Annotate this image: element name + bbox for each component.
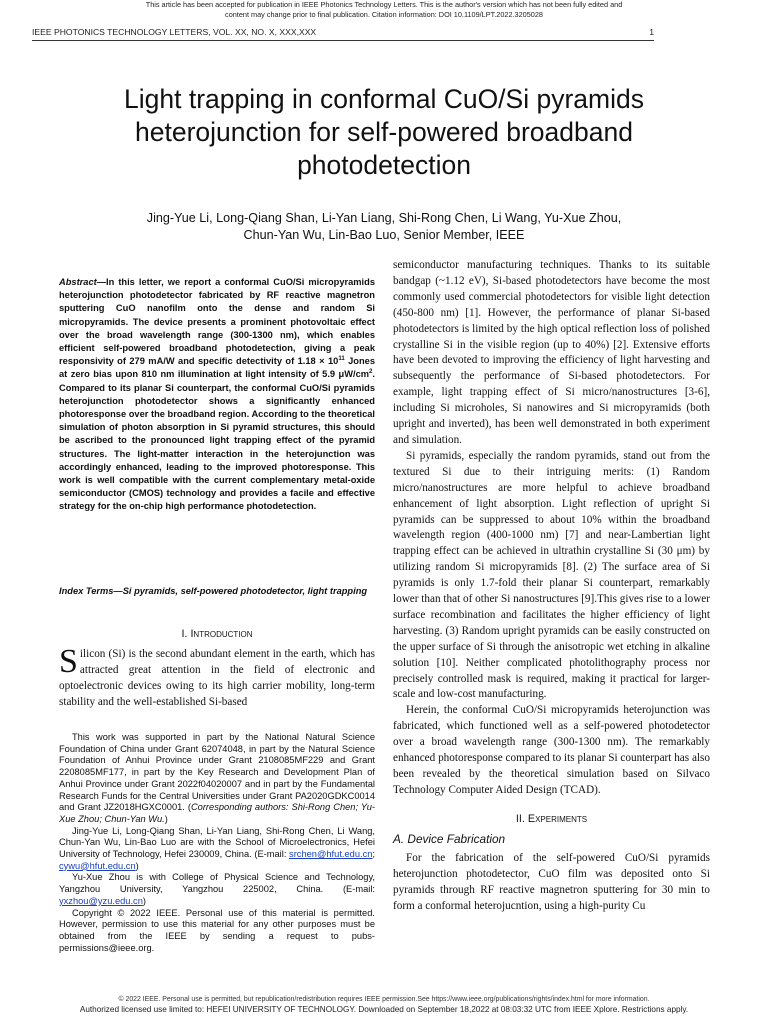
title-line-1: Light trapping in conformal CuO/Si pyramids — [124, 84, 644, 114]
right-column — [393, 258, 710, 914]
subsection-device-fabrication: A. Device Fabrication — [393, 831, 506, 846]
email-link-srchen[interactable]: srchen@hfut.edu.cn — [289, 849, 373, 860]
page-number: 1 — [649, 27, 654, 37]
footnote — [59, 732, 375, 954]
section-1-numeral: I. — [181, 628, 188, 640]
corresponding-authors: Corresponding authors: Shi-Rong Chen; Yu-Xue Zhou; Chun-Yan Wu. — [59, 802, 375, 824]
publication-notice — [0, 0, 768, 20]
abstract-text-a: —In this letter, we report a conformal CuO/Si micropyramids heterojunction photodetector fabricated by RF reactive magnetron sputtering CuO nanofilm onto the dense and random Si micropyramids. The device presents a prominent photovoltaic effect over the broad wavelength range (300-1300 nm), which enables efficient self-powered broadband photodetection, giving a peak responsivity of 279 mA/W and specific detectivity of 1.18 × 10 — [59, 277, 375, 367]
title-line-2: heterojunction for self-powered broadband — [135, 117, 633, 147]
abstract-text-c: . Compared to its planar Si counterpart, the conformal CuO/Si pyramids heterojunction photodetector shows a significantly enhanced photoresponse over the broadband region. According to the theoretical simulation of photon absorption in Si pyramid structures, this should be ascribed to the pronounced light trapping effect of the pyramid structures. The light-matter interaction in the heterojunction was accordingly enhanced, leading to the improved photoresponse. This work is well compatible with the current complementary metal-oxide semiconductor (CMOS) technology and provides a facile and effective strategy for the on-chip high performance photodetection. — [59, 369, 375, 512]
footnote-funding: This work was supported in part by the National Natural Science Foundation of China under Grant 62074048, in part by the Natural Science Foundation of Anhui Province under Grant 2108085MF229 and Grant 2208085MF177, in part by the Key Research and Development Plan of Anhui Province under Grant 2022f04020007 and in part by the Fundamental Research Funds for the Central Universities under Grant PA2020GDKC0014 and Grant JZ2018HGXC0001. (Corresponding authors: Shi-Rong Chen; Yu-Xue Zhou; Chun-Yan Wu.) — [59, 732, 375, 824]
running-header — [32, 27, 654, 37]
footnote-copyright: Copyright © 2022 IEEE. Personal use of this material is permitted. However, permission to use this material for any other purposes must be obtained from the IEEE by sending a request to pubs-permissions@ieee.org. — [59, 907, 375, 953]
title-line-3: photodetection — [297, 150, 471, 180]
paper-title — [40, 83, 728, 182]
email-link-cywu[interactable]: cywu@hfut.edu.cn — [59, 860, 136, 871]
abstract-text-b: Jones at zero bias upon 810 nm illumination at light intensity of 5.9 μW/cm — [59, 356, 376, 380]
license-notice: Authorized licensed use limited to: HEFEI UNIVERSITY OF TECHNOLOGY. Downloaded on September 18,2022 at 08:03:32 UTC from IEEE Xplore. Restrictions apply. — [79, 1005, 689, 1014]
copyright-notice: © 2022 IEEE. Personal use is permitted, but republication/redistribution requires IEEE permission.See https://www.ieee.org/publications/rights/index.html for more information. — [118, 996, 650, 1003]
section-2-heading — [393, 812, 710, 826]
header-rule — [32, 40, 654, 41]
abstract — [59, 276, 375, 514]
intro-paragraph-herein: Herein, the conformal CuO/Si micropyramids heterojunction was fabricated, which functioned well as a self-powered photodetector over a broad wavelength range (300-1300 nm). The remarkably enhanced photoresponse compared to its planar Si counterpart has also been revealed by the theoretical simulation based on Silvaco Technology Computer Aided Design (TCAD). — [393, 704, 710, 796]
drop-cap: S — [59, 643, 78, 680]
footnote-affiliation-2: Yu-Xue Zhou is with College of Physical Science and Technology, Yangzhou University, Yangzhou 225002, China. (E-mail: yxzhou@yzu.edu.cn) — [59, 872, 375, 906]
email-link-yxzhou[interactable]: yxzhou@yzu.edu.cn — [59, 895, 143, 906]
section-2-title: Experiments — [527, 812, 588, 825]
fabrication-paragraph: For the fabrication of the self-powered CuO/Si pyramids heterojunction photodetector, CuO film was deposited onto Si pyramids through RF reactive magnetron sputtering for 30 min to form a conformal heterojucntion, using a high-purity Cu — [393, 851, 710, 912]
introduction-text: ilicon (Si) is the second abundant element in the earth, which has attracted great attention in the field of electronic and optoelectronic devices owing to its high carrier mobility, long-term stability and the well-established Si-based — [59, 648, 375, 708]
notice-line-2: content may change prior to final publication. Citation information: DOI 10.1109/LPT.2022.3205028 — [225, 10, 543, 19]
abstract-exponent-a: 11 — [338, 356, 345, 363]
notice-line-1: This article has been accepted for publication in IEEE Photonics Technology Letters. This is the author's version which has not been fully edited and — [145, 0, 623, 9]
authors-line-1: Jing-Yue Li, Long-Qiang Shan, Li-Yan Liang, Shi-Rong Chen, Li Wang, Yu-Xue Zhou, — [146, 211, 622, 225]
author-list — [40, 210, 728, 244]
section-2-numeral: II. — [515, 812, 525, 825]
journal-info: IEEE PHOTONICS TECHNOLOGY LETTERS, VOL. XX, NO. X, XXX,XXX — [32, 27, 317, 37]
intro-paragraph-pyramids: Si pyramids, especially the random pyramids, stand out from the textured Si due to their intriguing merits: (1) Random micro/nanostructures are more helpful to achieve broadband enhancement of light absorption. Light reflection of upright Si pyramids can be suppressed to about 10% within the broadband wavelength region (400-1000 nm) [7] and near-Lambertian light trapping effect can be achieved in ultrathin crystalline Si (30 μm) by utilizing random Si micropyramids [8]. (2) The surface area of Si pyramids is only 1.7-fold their planar Si counterpart, remarkably lower than that of other Si nanostructures [9].This gives rise to a lower surface recombination and facilitates the higher efficiency of light harvesting. (3) Random upright pyramids can be easily constructed on the upper surface of Si through the anisotropic wet etching in alkaline solution [10]. Neither complicated photolithography process nor precisely controlled mask is required, making it practical for larger-scale and low-cost manufacturing. — [393, 449, 710, 701]
authors-line-2: Chun-Yan Wu, Lin-Bao Luo, Senior Member, IEEE — [243, 228, 525, 242]
abstract-exponent-b: 2 — [369, 369, 373, 376]
index-terms: Index Terms—Si pyramids, self-powered photodetector, light trapping — [59, 586, 368, 596]
footnote-affiliation-1: Jing-Yue Li, Long-Qiang Shan, Li-Yan Liang, Shi-Rong Chen, Li Wang, Chun-Yan Wu, Lin-Bao Luo are with the School of Microelectronics, Hefei University of Technology, Hefei 230009, China. (E-mail: srchen@hfut.edu.cn; cywu@hfut.edu.cn) — [59, 825, 375, 871]
introduction-paragraph — [59, 643, 375, 711]
abstract-lead: Abstract — [59, 277, 97, 287]
section-1-heading — [59, 627, 375, 641]
intro-paragraph-continued: semiconductor manufacturing techniques. Thanks to its suitable bandgap (~1.12 eV), Si-based photodetectors have become the most commonly used commercial photodetectors for visible light detection (450-800 nm) [1]. However, the performance of planar Si-based photodetectors is limited by the high optical reflection loss of polished crystalline Si in the visible region (up to 40%) [2]. Extensive efforts have been devoted to improving the efficiency of light harvesting and subsequently the performance of Si-based photodetectors. For example, light trapping effect of Si micro/nanostructures [3-6], including Si microholes, Si nanowires and Si micropyramids (both upright and inverted), has been well demonstrated in both experiment and simulation. — [393, 259, 710, 446]
section-1-title: Introduction — [190, 628, 253, 640]
